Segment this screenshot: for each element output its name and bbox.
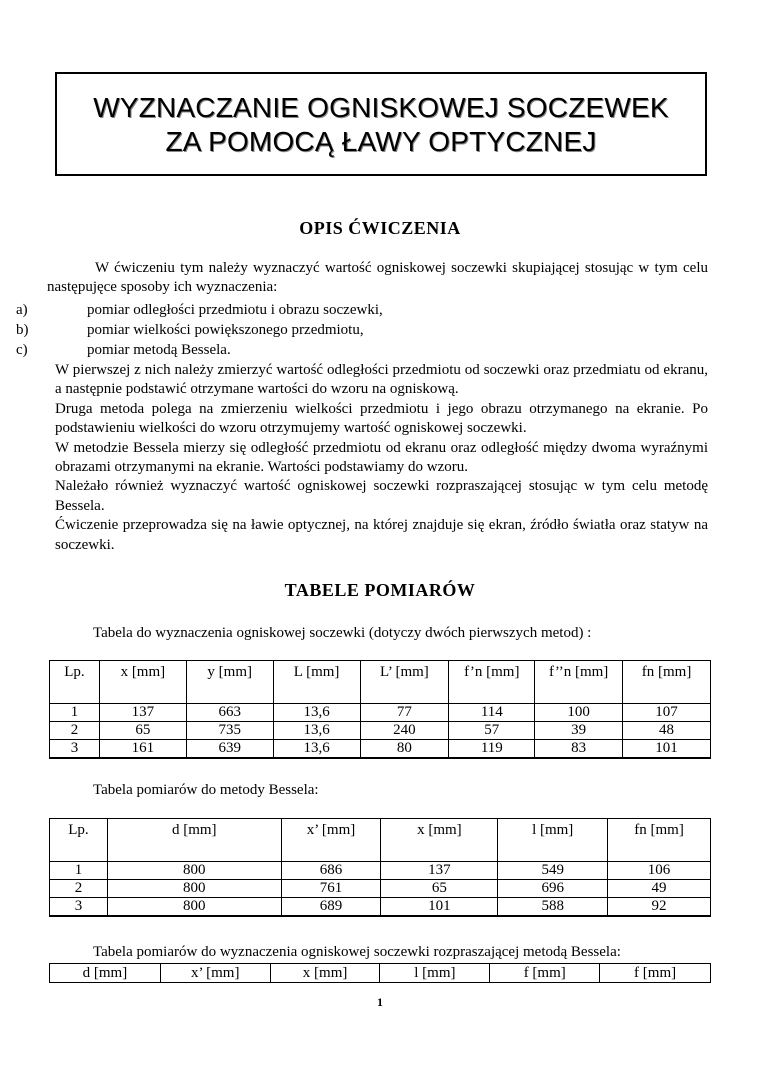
- table-cell: 65: [381, 880, 498, 898]
- table-cell: 689: [281, 898, 381, 917]
- table-cell: 39: [535, 722, 623, 740]
- title-box: [55, 72, 707, 176]
- body-paragraphs: [55, 361, 708, 555]
- table-cell: 13,6: [273, 722, 360, 740]
- table-header-row: [50, 964, 711, 983]
- table-header-cell: fn [mm]: [608, 819, 711, 862]
- table-cell: 80: [360, 740, 449, 759]
- body-paragraph: Druga metoda polega na zmierzeniu wielkości przedmiotu i jego obrazu otrzymanego na ekranie. Po podstawieniu wielkości do wzoru otrzymujemy wartość ogniskowej soczewki.: [55, 400, 708, 437]
- table-cell: 3: [50, 740, 100, 759]
- table-header-cell: fn [mm]: [623, 661, 711, 704]
- table-cell: 3: [50, 898, 108, 917]
- list-text: pomiar metodą Bessela.: [87, 342, 231, 358]
- table-cell: 2: [50, 722, 100, 740]
- table2-caption: Tabela pomiarów do metody Bessela:: [93, 782, 319, 798]
- table-cell: 48: [623, 722, 711, 740]
- table-header-cell: d [mm]: [50, 964, 161, 983]
- table-header-cell: l [mm]: [380, 964, 490, 983]
- table-cell: 696: [498, 880, 608, 898]
- table-cell: 2: [50, 880, 108, 898]
- table-cell: 686: [281, 862, 381, 880]
- title-line-1: WYZNACZANIE OGNISKOWEJ SOCZEWEK: [93, 92, 669, 123]
- table-cell: 57: [449, 722, 535, 740]
- table-header-cell: Lp.: [50, 661, 100, 704]
- table-header-cell: d [mm]: [107, 819, 281, 862]
- list-marker: b): [16, 322, 29, 338]
- table-cell: 240: [360, 722, 449, 740]
- section-heading-opis: OPIS ĆWICZENIA: [299, 218, 461, 238]
- table-row: [50, 862, 711, 880]
- table-cell: 77: [360, 704, 449, 722]
- table-header-cell: f [mm]: [490, 964, 600, 983]
- table-cell: 92: [608, 898, 711, 917]
- table-header-cell: y [mm]: [186, 661, 273, 704]
- table-row: [50, 880, 711, 898]
- table-header-cell: x [mm]: [270, 964, 380, 983]
- table-cell: 13,6: [273, 740, 360, 759]
- table-cell: 663: [186, 704, 273, 722]
- table-header-cell: L [mm]: [273, 661, 360, 704]
- table-row: [50, 704, 711, 722]
- table-cell: 588: [498, 898, 608, 917]
- table-cell: 114: [449, 704, 535, 722]
- table-header-cell: x [mm]: [99, 661, 186, 704]
- table1-caption: Tabela do wyznaczenia ogniskowej soczewki (dotyczy dwóch pierwszych metod) :: [93, 625, 592, 641]
- table-header-cell: f [mm]: [600, 964, 711, 983]
- list-marker: a): [16, 302, 28, 318]
- page-number: 1: [377, 995, 383, 1009]
- table-cell: 639: [186, 740, 273, 759]
- table-cell: 735: [186, 722, 273, 740]
- table-header-cell: Lp.: [50, 819, 108, 862]
- table-header-cell: L’ [mm]: [360, 661, 449, 704]
- title-line-2: ZA POMOCĄ ŁAWY OPTYCZNEJ: [165, 126, 597, 157]
- section-heading-tabele: TABELE POMIARÓW: [284, 580, 476, 600]
- table-cell: 137: [99, 704, 186, 722]
- table-cell: 1: [50, 704, 100, 722]
- table-cell: 119: [449, 740, 535, 759]
- list-text: pomiar odległości przedmiotu i obrazu soczewki,: [87, 302, 383, 318]
- body-paragraph: W pierwszej z nich należy zmierzyć wartość odległości przedmiotu od soczewki oraz przedmiatu od ekranu, a następnie podstawić otrzymane wartości do wzoru na ogniskową.: [55, 362, 708, 398]
- table-cell: 106: [608, 862, 711, 880]
- table-row: [50, 898, 711, 917]
- table-header-cell: l [mm]: [498, 819, 608, 862]
- table-cell: 800: [107, 898, 281, 917]
- table-cell: 65: [99, 722, 186, 740]
- table-cell: 100: [535, 704, 623, 722]
- body-paragraph: Ćwiczenie przeprowadza się na ławie optycznej, na której znajduje się ekran, źródło światła oraz statyw na soczewki.: [55, 517, 708, 553]
- table-cell: 101: [381, 898, 498, 917]
- body-paragraph: W metodzie Bessela mierzy się odległość przedmiotu od ekranu oraz odległość między dwoma wyraźnymi obrazami otrzymanymi na ekranie. Wartości podstawiamy do wzoru.: [55, 439, 708, 476]
- table-diverging-lens: [49, 963, 711, 983]
- table-cell: 137: [381, 862, 498, 880]
- table-bessel: [49, 818, 711, 917]
- table-header-row: [50, 819, 711, 862]
- intro-paragraph: [47, 259, 708, 298]
- list-marker: c): [16, 342, 28, 358]
- table-header-cell: x [mm]: [381, 819, 498, 862]
- table-cell: 13,6: [273, 704, 360, 722]
- list-text: pomiar wielkości powiększonego przedmiotu,: [87, 322, 364, 338]
- table-cell: 49: [608, 880, 711, 898]
- table-header-row: [50, 661, 711, 704]
- table3-caption: Tabela pomiarów do wyznaczenia ogniskowej soczewki rozpraszającej metodą Bessela:: [93, 944, 621, 960]
- table-cell: 161: [99, 740, 186, 759]
- table-cell: 549: [498, 862, 608, 880]
- table-header-cell: f’’n [mm]: [535, 661, 623, 704]
- table-row: [50, 740, 711, 759]
- body-paragraph: Należało również wyznaczyć wartość ogniskowej soczewki rozpraszającej stosując w tym celu metodę Bessela.: [55, 478, 708, 514]
- table-row: [50, 722, 711, 740]
- table-cell: 800: [107, 862, 281, 880]
- table-cell: 761: [281, 880, 381, 898]
- table-cell: 107: [623, 704, 711, 722]
- table-header-cell: f’n [mm]: [449, 661, 535, 704]
- table-header-cell: x’ [mm]: [281, 819, 381, 862]
- table-cell: 1: [50, 862, 108, 880]
- table-header-cell: x’ [mm]: [160, 964, 270, 983]
- table-cell: 800: [107, 880, 281, 898]
- table-cell: 83: [535, 740, 623, 759]
- table-cell: 101: [623, 740, 711, 759]
- table-focal-length: [49, 660, 711, 759]
- intro-text: W ćwiczeniu tym należy wyznaczyć wartość ogniskowej soczewki skupiającej stosując w tym celu następujęce sposoby ich wyznaczenia:: [47, 260, 708, 296]
